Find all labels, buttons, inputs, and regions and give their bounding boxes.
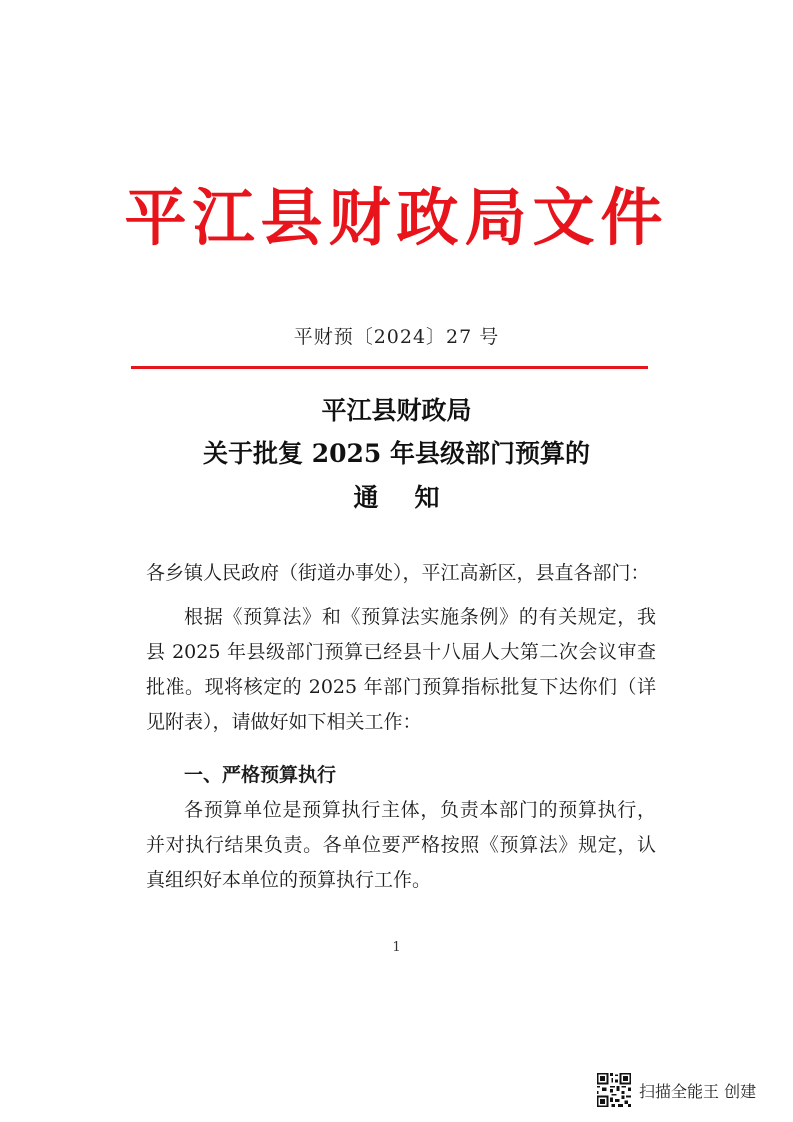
document-masthead: 平江县财政局文件: [124, 181, 669, 254]
paragraph-1-block: [146, 600, 656, 740]
salutation-block: [146, 556, 656, 591]
section-1-body: 各预算单位是预算执行主体，负责本部门的预算执行，并对执行结果负责。各单位要严格按照《预算法》规定，认真组织好本单位的预算执行工作。: [146, 799, 656, 891]
paragraph-1: 根据《预算法》和《预算法实施条例》的有关规定，我县 2025 年县级部门预算已经县十八届人大第二次会议审查批准。现将核定的 2025 年部门预算指标批复下达你们（详见附表），请做好如下相关工作：: [146, 606, 656, 733]
page-number: 1: [392, 940, 401, 955]
section-1-heading: 一、严格预算执行: [184, 764, 337, 786]
salutation: 各乡镇人民政府（街道办事处），平江高新区，县直各部门：: [146, 562, 650, 584]
section-1-body-block: [146, 793, 656, 898]
title-line-1: 平江县财政局: [321, 396, 472, 425]
section-1-heading-block: [146, 758, 656, 793]
qr-code-icon: [597, 1073, 631, 1107]
title-line-3: 通知: [353, 483, 476, 512]
watermark-text: 扫描全能王 创建: [639, 1081, 757, 1101]
document-number: 平财预〔2024〕27 号: [293, 326, 500, 348]
scanner-watermark: [597, 1070, 756, 1110]
title-line-2: 关于批复 2025 年县级部门预算的: [203, 439, 590, 468]
red-divider-line: [131, 366, 648, 369]
